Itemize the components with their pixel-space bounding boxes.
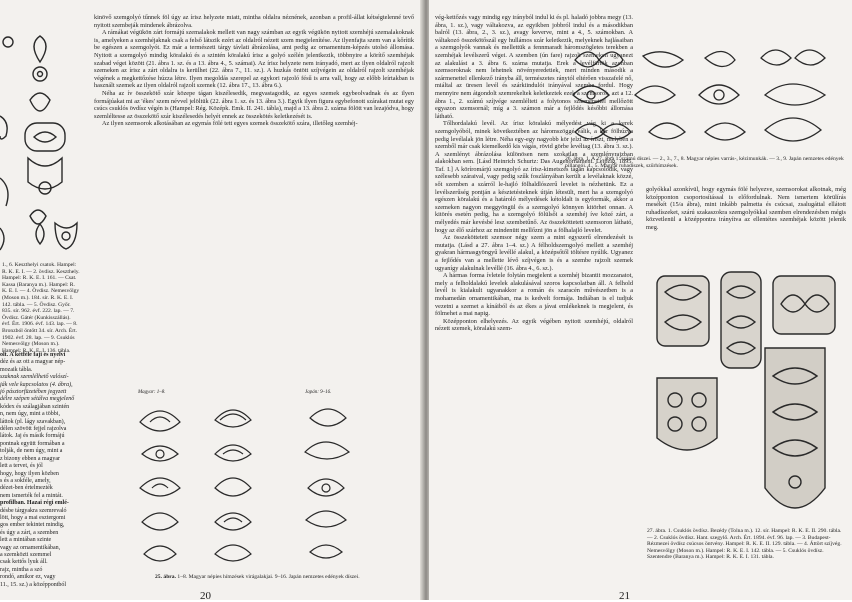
left-column-line: jó pásztorfüzetében jegyzett: [0, 389, 67, 396]
left-column-line: lett a mintában szinte: [0, 537, 52, 544]
left-column-line: n, nem úgy, mint a többi,: [0, 411, 60, 418]
buckle-shape: [773, 276, 835, 334]
body-paragraph: A rámákat végükön zárt formájú szemalakok mellett van nagy számban az egyik végükön nyitott szemhéjú szemalakoknak is, amelyeken a szemhéjaknak csak a felső látszik ezért az oldalról nézett szem megjelenítése. Az ilyenfajta szem van a kőrítik be egészen a szemgolyót. Ez már a természeti tárgy távlati ábrázolása, ami pedig az ornamentum-képzés utolsó állomása. Nyitott a szemgolyó mindig köralakú és a szintén köralakú írisz a golyó szélén jelentkezik, többnyire a körítő szemhéjak szabad végei között (21. ábra 1. sz. és a 13. ábra 4., 5. számai). Az írisz helyzete nem irányadó, mert az ilyen oldalról rajzolt szemeken az írisz a zárt oldalra is kerülhet (22. ábra 7., 11. sz.). A huzkás öntött szíjvégein az oldalról rajzolt szemhéjak végének a megkettőzése húzza létre. Ilyen megoldás szerepel az egykori rajzoló fésű is arra vall, hogy az előbb leírtakban is használt szemek az ilyen oldalról rajzolt szemek (12. ábra 17., 13. ábra 6.).: [94, 29, 414, 90]
left-column-line: s és a sokféle, amely,: [0, 477, 51, 484]
left-column-line: rajz, mintha a szó: [0, 566, 43, 573]
flower-motif: [140, 478, 344, 496]
left-column-line: csak kettős lyuk áll.: [0, 559, 48, 566]
left-column-line: déz és az ott a magyar nép-: [0, 359, 66, 366]
right-page: [429, 0, 852, 600]
figure-label-hungarian: Magyar: 1–8.: [138, 390, 166, 395]
ornament-shape: [3, 37, 13, 47]
ornament-shape: [34, 132, 56, 142]
body-paragraph: A hármas forma ívletele folytán megjelent a szemhéj bizantit mozzanatot, mely a felholdalakú levelek alakulásával szoros kapcsolatban áll. A felhold levél is kialakult ugyanakkor a román és szaracén művészetben is a mohamedán ornamentikában, ma is kedvelt formája. Indiában is el tudjuk vezetni a szemet a kínáiból és az ékes a jávai emlékeknek is megjelent, és fölmehet a mai napig.: [435, 272, 633, 318]
buckle-shape: [657, 378, 717, 450]
ornament-motif: [573, 84, 825, 105]
left-column-line: a szemközti szemmel: [0, 551, 52, 558]
right-right-text-column: [646, 186, 846, 262]
ornament-shape: [34, 36, 46, 62]
ornament-shape: [55, 223, 77, 249]
left-column-line: látok. Jaj és másik formájú: [0, 433, 65, 440]
left-column-line: délre szépen sétálva megjelenő: [0, 396, 75, 403]
page-number: 20: [200, 590, 211, 602]
ornament-shape: [0, 178, 8, 206]
body-paragraph: Néha az ív összekötő szár közepe tágan kiszélesedik, megvastagodik, az egyes szemek egybeolvadnak és az ilyen formájúakat mi az 'ékes' szem névvel jelöltük (22. ábra 1. sz. és 13. ábra 3.). Egyik ilyen figura egybefonott szárakat mutat egy csúcs csuklós övdísz végén is (Hampel: Rég. Középk. Emk. II. 241. tábla), majd a 13. ábra 2. száma fölött van lezajódva, hogy szemléltesse az összekötő szár kiszélesedés helyét ennek az összekötés keletkezését is.: [94, 89, 414, 120]
ornament-shape: [30, 93, 50, 111]
flower-motifs-figure: [120, 392, 380, 578]
butterfly-ornaments-figure: [565, 40, 845, 152]
left-column-line: profilban. Hazai régi emlé-: [0, 500, 69, 507]
ornament-shape: [38, 72, 43, 77]
butterfly-figure-caption: 26. ábra. 1. A 27. ábra 1. számú díszei. — 2., 3., 7., 8. Magyar népies varrás-, kézimunkák. — 3., 9. Japán nemzetes edények pillangói. 4., 5. Magyar ruhadíszek, szűrhímzések.: [565, 156, 844, 169]
left-column-line: délen szövött fejjel rajzolva: [0, 426, 67, 433]
buckles-figure-caption: 27. ábra. 1. Csuklós övdísz. Bezédy (Tolna m.). 12. sír. Hampel: R. K. E. II. 290. tábla. — 2. Csuklós övdísz. Hant. szegylő. Arch. Ért. 1894. évf. 96. lap. — 3. Budapest-Rézmezei övdísz csúcsos öntvény. Hampel: R. K. E. II. 129. tábla. — 4. Áttört szíjvég. Nemesvölgy (Moson m.). Hampel: R. K. E. I. 142. tábla. — 5. Csuklós övdísz. Szentendre (Baranya m.). Hampel: R. K. E. I. 131. tábla.: [647, 528, 842, 561]
left-column-line: ják vele kapcsolatos (4. ábra),: [0, 381, 73, 388]
buckle-shape: [657, 276, 709, 346]
left-column-line: lött, hogy a mai esztergomi: [0, 514, 66, 521]
left-column-line: láttok (pl. lágy szavakban),: [0, 418, 66, 425]
flower-figure-caption: [155, 574, 385, 581]
ornament-shape: [30, 210, 46, 224]
belt-buckles-figure: [647, 268, 847, 524]
body-paragraph: kinövő szemgolyó tűnnek föl úgy az írisz helyzete miatt, mintha oldalra néznének, azonban a profil-állat kétségtelenné tevő nyitott szembeják mindenek ábrázolva.: [94, 14, 414, 29]
body-paragraph: Az összeköttetett szemsor négy szem a mint egyszerű elrendezését is mutatja. (Lásd a 27. ábra 1–4. sz.) A félholdszemgolyó mellett a szemhéj gyakran hármasgyöngyű levéllé alakul, a középsőtől töltésre nyúlik. Ugyanez a fejlődés van a mellette lévő szíjvégen is és a szembe rajzolt szemek ugyanígy alakulnak levéllé (16. ábra 4., 6. sz.).: [435, 234, 633, 272]
belt-ornaments-figure: [0, 28, 80, 258]
ornament-shape: [28, 158, 62, 189]
figure-caption-text: 1–8. Magyar népies hímzések virágalakjai. 9–16. Japán nemzetes edények díszei.: [177, 574, 360, 580]
left-column-line: z bizony ebben a magyar: [0, 455, 60, 462]
left-column-line: hogy, hogy ilyen közben: [0, 470, 59, 477]
page-number: 21: [619, 590, 630, 602]
left-main-text-column: [94, 14, 414, 386]
left-column-line: lett a tervet, és jól: [0, 463, 43, 470]
figure-number: 25. ábra.: [155, 574, 176, 580]
left-column-line: szaknak szemlélhető valószí-: [0, 374, 69, 381]
flower-motif: [142, 511, 346, 530]
left-narrow-column: [0, 352, 79, 590]
ornament-shape: [33, 67, 47, 81]
flower-motif: [140, 409, 346, 431]
flower-motif: [142, 442, 349, 461]
left-column-line: 11., 15. sz.) a középpontból: [0, 581, 67, 588]
ornament-shape: [25, 123, 65, 151]
flower-motif: [144, 545, 342, 561]
fig-top-left-caption: 1., 6. Keszthelyi csatok. Hampel: R. K. E. I. — 2. övdisz. Keszthely. Hampel: R. K. E. I. 161. — Csat. Kassa (Baranya m.). Hampel: R. K. E. I. — 4. Övdisz. Nemesvölgy (Moson m.). 184. sír. R. K. E. I. 142. tábla. — 5. Övdisz. Győr. 835. sír. 962. évf. 222. lap. — 7. Övdísz. Gátér (Kunkisszállás). évf. Ért. 1906. évf. 143. lap. — 8. Bronzból öntött 34. sír. Arch. Ért. 1902. évf. 28. lap. — 9. Csuklós Nemesvölgy (Moson m.). Hampel: R. K. E. I. 136. tábla.: [2, 262, 80, 354]
left-column-line: és úgy a zárt, a szemben: [0, 529, 59, 536]
figure-label-japanese: Japán: 9–16.: [305, 390, 332, 395]
left-column-line: vagy az ornamentikában,: [0, 544, 61, 551]
ornament-shape: [62, 232, 70, 240]
ornament-shape: [36, 224, 44, 244]
ornament-shape: [0, 228, 4, 250]
left-column-line: désbe tárgyakra szemrevaló: [0, 507, 67, 514]
body-paragraph: Középponton elhelyezés. Az egyik végében nyitott szemhéjú, oldalról nézett szemek, köralakú szem-: [435, 317, 633, 333]
buckle-shape: [721, 272, 761, 368]
body-paragraph: Az ilyen szemsorok alkotásában az egymás fölé tett egyes szemek összekötő szára, illetőleg szemhéj-: [102, 120, 358, 128]
buckle-shape: [765, 348, 825, 508]
left-column-line: nem ismerték fel a mintát.: [0, 492, 63, 499]
left-column-line: mozaik tábla.: [0, 366, 33, 373]
left-column-line: pontnak együtt formában a: [0, 440, 65, 447]
left-column-line: tolják, de nem úgy, mint a: [0, 448, 63, 455]
ornament-shape: [0, 116, 7, 139]
ornament-motif: [575, 118, 821, 141]
body-paragraph: Tőlhordalakú levél. Az írisz köralakú mélyedést vág ki a kerek szemgolyóból, minek következtében az háromszöggé válik, a kör fölhúzva pedig levélalak jön létre. Néha egy-egy nagyobb kör jelzi az íriszt, melyben a szemből már csak kiemelkedő kis vágás, rövid görbe levéltag (13. ábra 3. sz.). A szemlényt ábrázolása különösen nem szokatlan a szemlényrajzban alakokban sem. [Lásd Heinrich Schurtz: Das Augenornament. Leipzig, 1895. Taf. I.] A köríromárjú szemgolyó az írisz-kimetszés tágan kapcsolódik, vagy szélesebb száraival, vagy pedig szűk foszlányában került a levélaknak közzé, sőt szemben a szárról le-hajló fölhaldlószerű levelet is nézhetünk. Ez a levélszerűség pontján a késztetésteknek útján létesült, mert ha a szemgolyó egészen köralakú és a határoló mélyedések kétoldalt is egyformák, akkor a szemeken nagyon meggyöngül és a szemgolyó könnyen kitörhet onnan. A kitörés esetén pedig, ha a szemgolyó fölülsői a szemhéj íve közé zárt, a mélyedés már kevésbé lesz szembetűnő. Az összeköttetett szemsoron látható, hogy az élő szárhoz az mindenütt mellőzni jön a fölhalajló levelet.: [435, 120, 633, 234]
left-column-line: gos ember tekintet mindig,: [0, 522, 65, 529]
ornament-motif: [575, 50, 825, 67]
left-column-line: olt. A kétféle faji és nyelvi: [0, 352, 66, 358]
left-column-line: dézet-ben értelmezték: [0, 485, 53, 492]
left-page: [0, 0, 422, 600]
body-paragraph: vég-kettőzés vagy mindig egy irányból indul ki és pl. haladó jobbra megy (13. ábra, 1. sz.), vagy váltakozva, az egyikben jobbról indul és a másodikban balról (13. ábra, 2., 3. sz.), avagy keverve, mint a 4., 5. számokban. A váltakozó összekötőszál egy hullámos szár keletkezik, melyeknek hajlásaiban a szemgolyók vannak és mellettük a fennmaradt háromszögletes terekben a szemhéjak levélszerű végei. A szemben (ún fare) rajzolt szemeken ugyanezt az alakulást a 3. ábra 6. száma mutatja. Erek a levélfürtök azonban szemsoroknak nem lehetnek növényeredetiek, mert minden második a szármenettel ellenkező irányba áll, természetes ránytól eltérően visszafelé nő, miáltal az üresen levél és szárkiindulói irányával szembe fordul. Hogy mennyire nem átgondolt szemrekeltek keletkeztek ezek a szemsorok, azt a 12. ábra 1., 2. számú szíjvége szemlélteti a folytonos szármenettel mellőzött egyazon szemsornál; míg a 3. számon már a fejlődés későbbi állomása látható.: [435, 14, 633, 120]
left-column-line: kódex és szálagjában szintén: [0, 403, 70, 410]
left-column-line: rondó, amikor ez, vagy: [0, 574, 56, 581]
body-paragraph: golyókkal azonkívül, hogy egymás fölé helyezve, szemsorokat alkotnak, még középponton csoportosítással is előfordulnak. Nem ismertem körülírás mesékét (15/a ábra), mint inkább palmetta és csúcsai, zsalugáttal ellátott ruhadíszeket, szárú szakaszokra szemgolyókkal szemben elrendezésben mégis közvetlenül a középpontra irányítva az ellentétes szemhéjak között jelenik meg.: [646, 186, 846, 231]
